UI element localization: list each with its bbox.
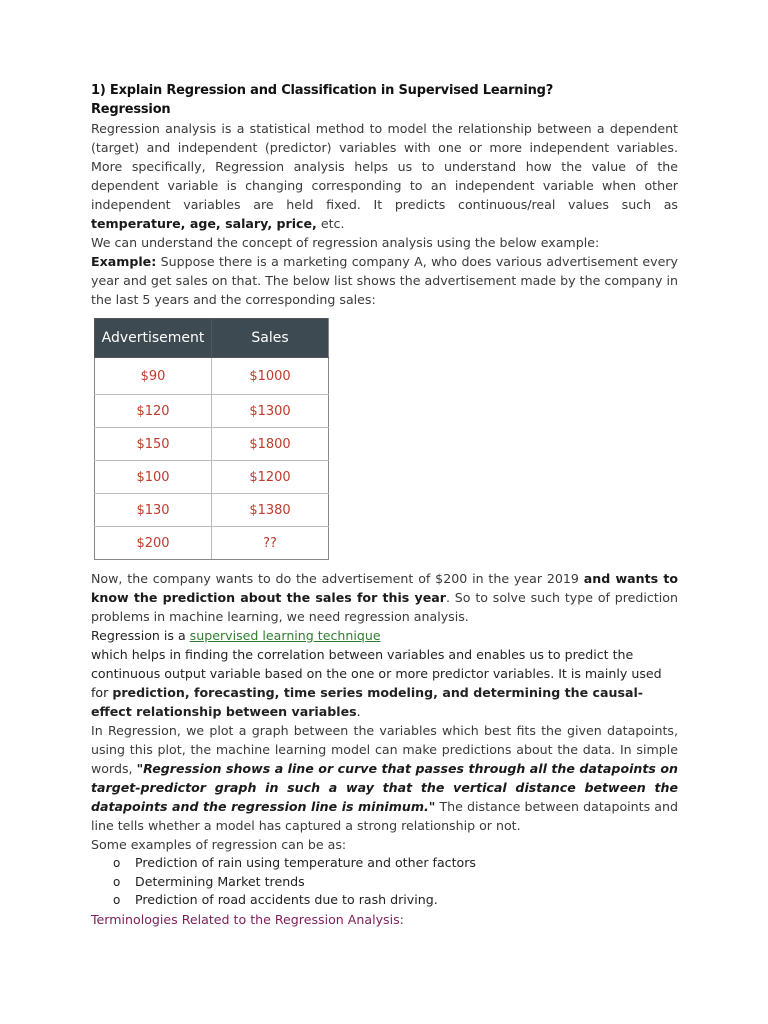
- cell-sales: $1300: [212, 395, 329, 428]
- after-table-bold: and wants to know the prediction about the sales for this year: [91, 571, 678, 605]
- correlation-bold: prediction, forecasting, time series modeling, and determining the causal-effect relationship between variables: [91, 685, 643, 719]
- table-row: [95, 494, 329, 527]
- correlation-line-1: which helps in finding the correlation between variables and enables us to predict the: [91, 647, 634, 662]
- intro-text: Regression analysis is a statistical method to model the relationship between a dependent (target) and independent (predictor) variables with one or more independent variables. More specifically, Regression analysis helps us to understand how the value of the dependent variable is changing corresponding to an independent variable when other independent variables are held fixed. It predicts continuous/real values such as: [91, 121, 678, 212]
- list-item-text: Prediction of rain using temperature and other factors: [135, 855, 476, 870]
- plot-tail: The distance between datapoints and line tells whether a model has captured a strong relationship or not.: [91, 799, 678, 833]
- correlation-line-2: continuous output variable based on the one or more predictor variables. It is mainly used: [91, 666, 662, 681]
- examples-intro: Some examples of regression can be as:: [91, 837, 347, 852]
- cell-sales: $1000: [212, 358, 329, 395]
- terminology-heading: Terminologies Related to the Regression Analysis:: [91, 911, 404, 927]
- after-table-paragraph: [91, 569, 678, 626]
- cell-advertisement: $150: [95, 428, 212, 461]
- after-table-text: Now, the company wants to do the advertisement of $200 in the year 2019: [91, 571, 584, 586]
- advertisement-sales-table: [94, 318, 329, 560]
- table-row: [95, 358, 329, 395]
- supervised-prefix: Regression is a: [91, 628, 190, 643]
- supervised-learning-link[interactable]: supervised learning technique: [189, 628, 381, 643]
- cell-advertisement: $120: [95, 395, 212, 428]
- example-text: Suppose there is a marketing company A, who does various advertisement every year and get sales on that. The below list shows the advertisement made by the company in the last 5 years and the corresponding sales:: [91, 254, 678, 307]
- bullet-mark: o: [113, 874, 121, 889]
- section-title-regression: Regression: [91, 102, 171, 117]
- table-row: [95, 527, 329, 560]
- intro-tail: etc.: [316, 216, 345, 231]
- cell-sales: $1200: [212, 461, 329, 494]
- intro-paragraph: [91, 119, 678, 233]
- list-item: [91, 873, 678, 892]
- bullet-mark: o: [113, 893, 121, 907]
- plot-paragraph: [91, 721, 678, 835]
- question-title: 1) Explain Regression and Classification in Supervised Learning?: [91, 83, 554, 98]
- list-item: [91, 854, 678, 873]
- list-item: [91, 891, 678, 910]
- after-table-tail: . So to solve such type of prediction problems in machine learning, we need regression analysis.: [91, 590, 678, 624]
- correlation-uses: [91, 683, 678, 721]
- cell-sales: $1380: [212, 494, 329, 527]
- cell-advertisement: $200: [95, 527, 212, 560]
- header-advertisement: Advertisement: [95, 319, 212, 358]
- list-item-text: Determining Market trends: [135, 873, 305, 889]
- correlation-prefix: for: [91, 685, 113, 700]
- table-row: [95, 428, 329, 461]
- table-row: [95, 395, 329, 428]
- bullet-mark: o: [113, 856, 121, 870]
- supervised-line: [91, 626, 678, 645]
- intro-bold-values: temperature, age, salary, price,: [91, 216, 317, 231]
- plot-emphasis-quote: "Regression shows a line or curve that passes through all the datapoints on target-predictor graph in such a way that the vertical distance between the datapoints and the regression line is minimum.": [91, 761, 678, 814]
- cell-sales: $1800: [212, 428, 329, 461]
- list-item-text: Prediction of road accidents due to rash driving.: [135, 892, 438, 907]
- table-header-row: [95, 319, 329, 358]
- header-sales: Sales: [212, 319, 329, 358]
- examples-list: [91, 854, 678, 910]
- plot-text: In Regression, we plot a graph between the variables which best fits the given datapoints, using this plot, the machine learning model can make predictions about the data. In simple words,: [91, 723, 678, 776]
- cell-advertisement: $130: [95, 494, 212, 527]
- document-page: [91, 81, 678, 929]
- example-paragraph: [91, 252, 678, 309]
- cell-advertisement: $90: [95, 358, 212, 395]
- example-intro: We can understand the concept of regression analysis using the below example:: [91, 235, 600, 250]
- example-label: Example:: [91, 254, 157, 269]
- cell-sales: ??: [212, 527, 329, 560]
- correlation-tail: .: [356, 704, 361, 719]
- table-row: [95, 461, 329, 494]
- cell-advertisement: $100: [95, 461, 212, 494]
